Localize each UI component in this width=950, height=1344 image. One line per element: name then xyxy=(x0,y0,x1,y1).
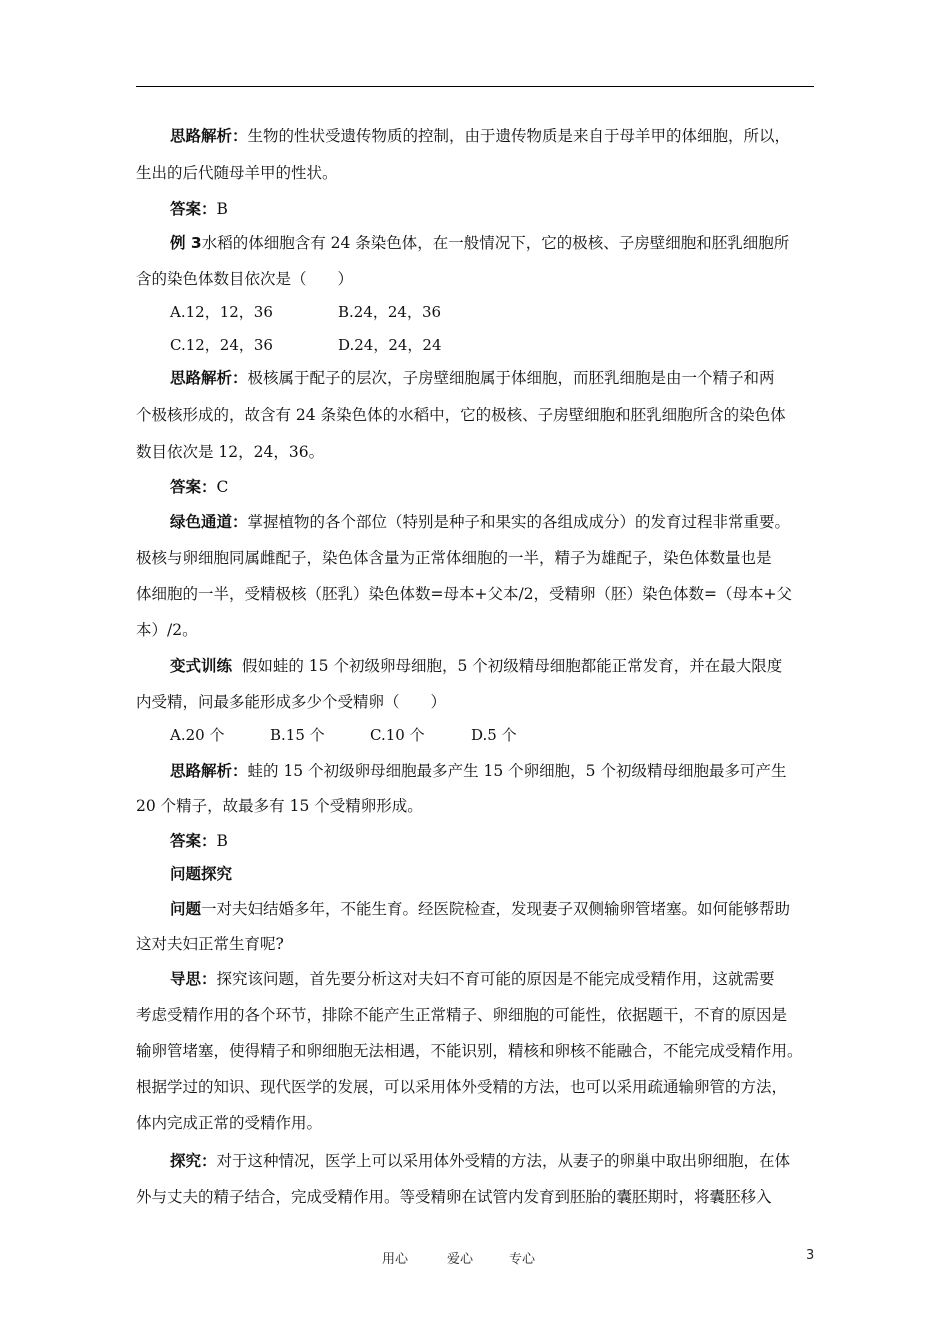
variant-option-c: C.10 个 xyxy=(370,726,425,744)
footer-word-2: 爱心 xyxy=(447,1252,474,1267)
variant-option-a: A.20 个 xyxy=(170,726,225,744)
variant-training-line-1: 变式训练 假如蛙的 15 个初级卵母细胞，5 个初级精母细胞都能正常发育，并在最大限度 xyxy=(170,657,783,675)
analysis-1-line-2: 生出的后代随母羊甲的性状。 xyxy=(136,164,338,182)
analysis-2-line-1: 思路解析：极核属于配子的层次，子房壁细胞属于体细胞，而胚乳细胞是由一个精子和两 xyxy=(170,369,775,387)
green-channel-line-3: 体细胞的一半，受精极核（胚乳）染色体数=母本+父本/2，受精卵（胚）染色体数=（母本+父 xyxy=(136,585,793,603)
variant-option-d: D.5 个 xyxy=(471,726,517,744)
analysis-3-line-2: 20 个精子，故最多有 15 个受精卵形成。 xyxy=(136,797,423,815)
analysis-label: 思路解析： xyxy=(170,127,248,145)
variant-option-b: B.15 个 xyxy=(270,726,325,744)
header-rule xyxy=(136,86,814,87)
example-3-line-1: 例 3水稻的体细胞含有 24 条染色体，在一般情况下，它的极核、子房壁细胞和胚乳细胞所 xyxy=(170,234,790,252)
green-channel-line-1: 绿色通道：掌握植物的各个部位（特别是种子和果实的各组成成分）的发育过程非常重要。 xyxy=(170,513,791,531)
inquiry-title: 问题探究 xyxy=(170,865,233,883)
example-3-line-2: 含的染色体数目依次是（ ） xyxy=(136,270,354,288)
footer-word-1: 用心 xyxy=(382,1252,409,1267)
explore-line-2: 外与丈夫的精子结合，完成受精作用。等受精卵在试管内发育到胚胎的囊胚期时，将囊胚移入 xyxy=(136,1188,772,1206)
question-line-2: 这对夫妇正常生育呢? xyxy=(136,935,284,953)
example-3-option-a: A.12，12，36 xyxy=(170,303,273,321)
page-number: 3 xyxy=(806,1248,815,1263)
example-3-option-d: D.24，24，24 xyxy=(338,336,442,354)
guide-line-2: 考虑受精作用的各个环节，排除不能产生正常精子、卵细胞的可能性，依据题干，不育的原因是 xyxy=(136,1006,788,1024)
analysis-1-line-1: 思路解析：生物的性状受遗传物质的控制，由于遗传物质是来自于母羊甲的体细胞，所以， xyxy=(170,127,791,145)
answer-1: 答案：B xyxy=(170,200,228,218)
guide-line-1: 导思：探究该问题，首先要分析这对夫妇不育可能的原因是不能完成受精作用，这就需要 xyxy=(170,970,775,988)
explore-line-1: 探究：对于这种情况，医学上可以采用体外受精的方法，从妻子的卵巢中取出卵细胞，在体 xyxy=(170,1152,791,1170)
analysis-2-line-3: 数目依次是 12，24，36。 xyxy=(136,443,325,461)
analysis-2-line-2: 个极核形成的，故含有 24 条染色体的水稻中，它的极核、子房壁细胞和胚乳细胞所含的染色体 xyxy=(136,406,786,424)
guide-line-4: 根据学过的知识、现代医学的发展，可以采用体外受精的方法，也可以采用疏通输卵管的方法， xyxy=(136,1078,788,1096)
question-line-1: 问题一对夫妇结婚多年，不能生育。经医院检查，发现妻子双侧输卵管堵塞。如何能够帮助 xyxy=(170,900,791,918)
answer-3: 答案：B xyxy=(170,832,228,850)
green-channel-line-2: 极核与卵细胞同属雌配子，染色体含量为正常体细胞的一半，精子为雄配子，染色体数量也是 xyxy=(136,549,772,567)
guide-line-5: 体内完成正常的受精作用。 xyxy=(136,1114,323,1132)
variant-training-line-2: 内受精，问最多能形成多少个受精卵（ ） xyxy=(136,693,447,711)
green-channel-line-4: 本）/2。 xyxy=(136,621,198,639)
answer-2: 答案：C xyxy=(170,478,229,496)
analysis-3-line-1: 思路解析：蛙的 15 个初级卵母细胞最多产生 15 个卵细胞，5 个初级精母细胞最多可产生 xyxy=(170,762,787,780)
guide-line-3: 输卵管堵塞，使得精子和卵细胞无法相遇，不能识别，精核和卵核不能融合，不能完成受精作用。 xyxy=(136,1042,803,1060)
example-3-option-b: B.24，24，36 xyxy=(338,303,442,321)
example-3-option-c: C.12，24，36 xyxy=(170,336,273,354)
footer-word-3: 专心 xyxy=(509,1252,536,1267)
